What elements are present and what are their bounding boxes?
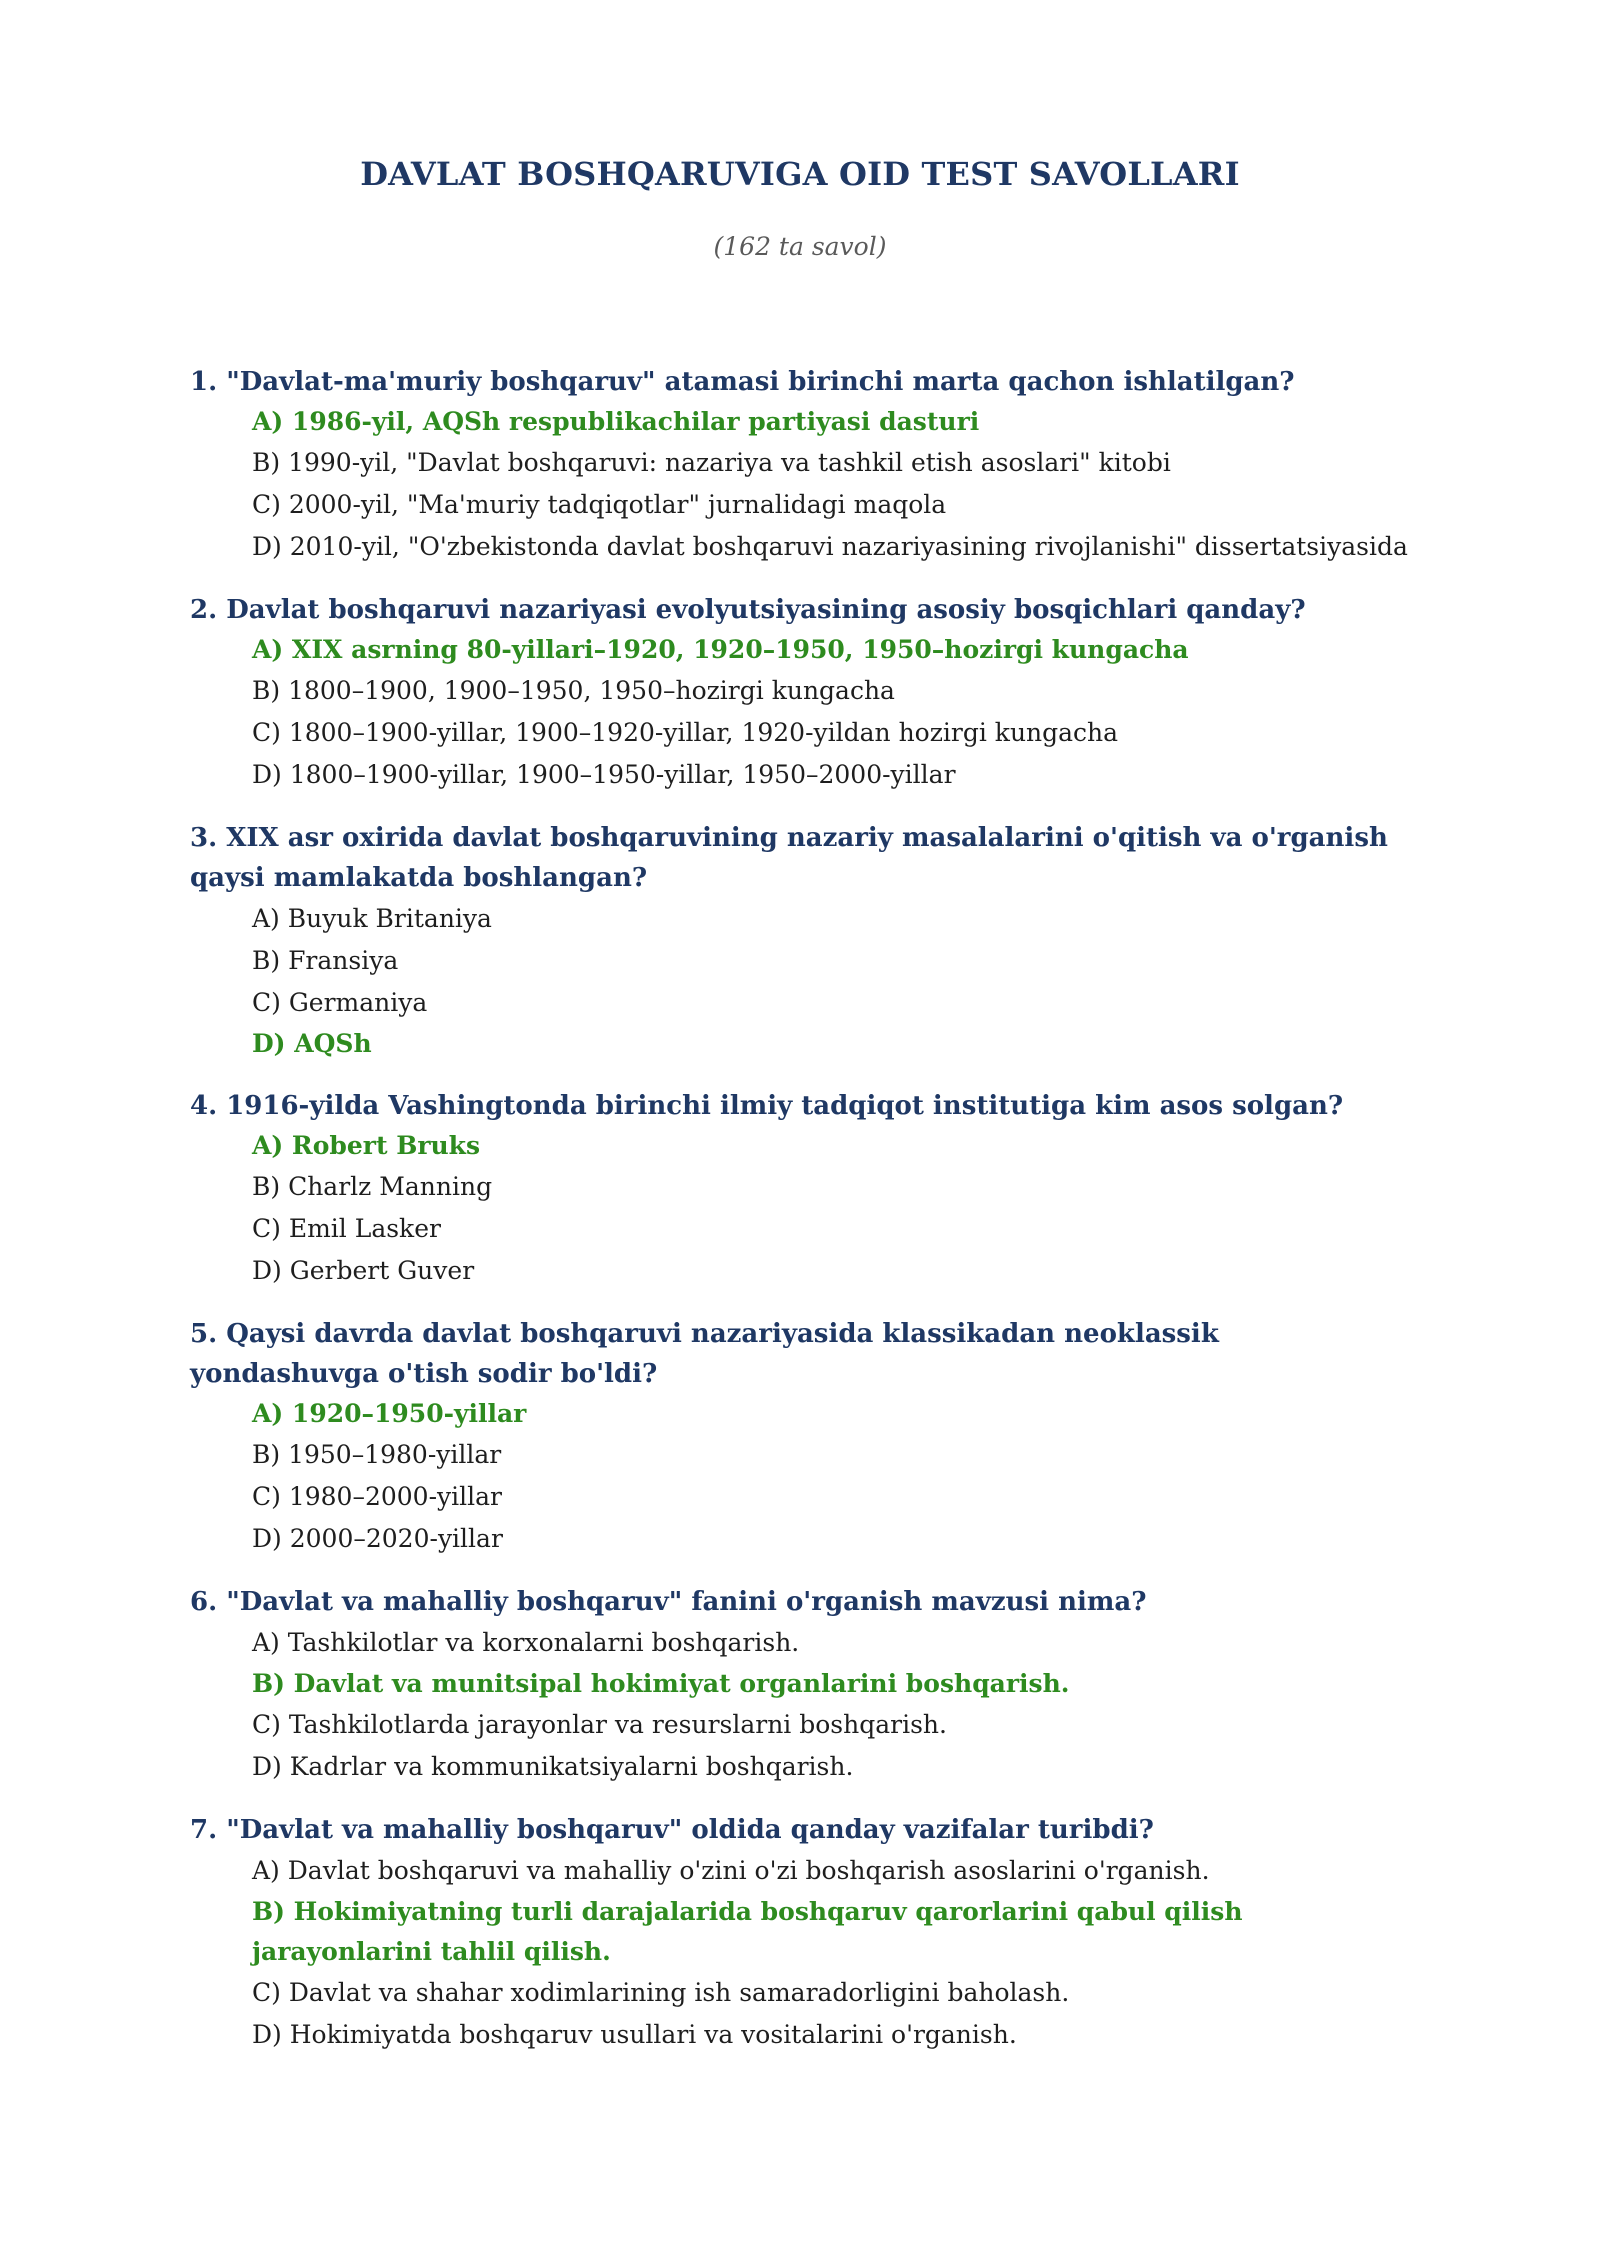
question-text: 4. 1916-yilda Vashingtonda birinchi ilmiy tadqiqot institutiga kim asos solgan?: [190, 1091, 1344, 1121]
answer-option: D) Gerbert Guver: [252, 1256, 475, 1285]
answer-options: [190, 1126, 1410, 1292]
answer-option: D) 2010-yil, "O'zbekistonda davlat boshqaruvi nazariyasining rivojlanishi" dissertatsiyasida: [252, 532, 1408, 561]
answer-option: C) 1980–2000-yillar: [252, 1482, 502, 1511]
question-text: 5. Qaysi davrda davlat boshqaruvi nazariyasida klassikadan neoklassik yondashuvga o'tish sodir bo'ldi?: [190, 1319, 1219, 1389]
correct-answer-option: D) AQSh: [252, 1029, 372, 1058]
answer-option: C) Germaniya: [252, 988, 428, 1017]
question-item: [190, 590, 1410, 796]
question-item: [190, 1810, 1410, 2056]
answer-option: C) 2000-yil, "Ma'muriy tadqiqotlar" jurnalidagi maqola: [252, 490, 947, 519]
question-item: [190, 1086, 1410, 1292]
question-item: [190, 1314, 1410, 1560]
correct-answer-option: B) Davlat va munitsipal hokimiyat organlarini boshqarish.: [252, 1669, 1070, 1698]
answer-options: [190, 402, 1410, 568]
answer-option: A) Tashkilotlar va korxonalarni boshqarish.: [252, 1628, 800, 1657]
correct-answer-option: A) 1986-yil, AQSh respublikachilar partiyasi dasturi: [252, 407, 980, 436]
question-text: 1. "Davlat-ma'muriy boshqaruv" atamasi birinchi marta qachon ishlatilgan?: [190, 367, 1295, 397]
answer-option: A) Buyuk Britaniya: [252, 904, 492, 933]
correct-answer-option: A) XIX asrning 80-yillari–1920, 1920–1950, 1950–hozirgi kungacha: [252, 635, 1189, 664]
answer-option: B) Charlz Manning: [252, 1172, 493, 1201]
answer-option: D) 1800–1900-yillar, 1900–1950-yillar, 1950–2000-yillar: [252, 760, 956, 789]
answer-option: D) Kadrlar va kommunikatsiyalarni boshqarish.: [252, 1752, 854, 1781]
answer-option: D) 2000–2020-yillar: [252, 1524, 503, 1553]
page-subtitle: (162 ta savol): [713, 232, 887, 261]
answer-option: B) 1990-yil, "Davlat boshqaruvi: nazariya va tashkil etish asoslari" kitobi: [252, 448, 1171, 477]
answer-option: C) Emil Lasker: [252, 1214, 441, 1243]
question-text: 3. XIX asr oxirida davlat boshqaruvining nazariy masalalarini o'qitish va o'rganish qaysi mamlakatda boshlangan?: [190, 823, 1388, 893]
question-list: [190, 362, 1410, 2056]
answer-options: [190, 1850, 1410, 2056]
answer-option: B) 1950–1980-yillar: [252, 1440, 502, 1469]
answer-options: [190, 898, 1410, 1064]
answer-options: [190, 1394, 1410, 1560]
answer-option: B) Fransiya: [252, 946, 399, 975]
question-text: 2. Davlat boshqaruvi nazariyasi evolyutsiyasining asosiy bosqichlari qanday?: [190, 595, 1306, 625]
question-text: 6. "Davlat va mahalliy boshqaruv" fanini o'rganish mavzusi nima?: [190, 1587, 1147, 1617]
question-text: 7. "Davlat va mahalliy boshqaruv" oldida qanday vazifalar turibdi?: [190, 1815, 1154, 1845]
answer-options: [190, 1622, 1410, 1788]
answer-option: C) Davlat va shahar xodimlarining ish samaradorligini baholash.: [252, 1978, 1070, 2007]
page-title: DAVLAT BOSHQARUVIGA OID TEST SAVOLLARI: [360, 155, 1240, 193]
answer-option: C) 1800–1900-yillar, 1900–1920-yillar, 1920-yildan hozirgi kungacha: [252, 718, 1119, 747]
answer-option: B) 1800–1900, 1900–1950, 1950–hozirgi kungacha: [252, 676, 895, 705]
question-item: [190, 818, 1410, 1064]
answer-option: C) Tashkilotlarda jarayonlar va resurslarni boshqarish.: [252, 1710, 947, 1739]
correct-answer-option: A) Robert Bruks: [252, 1131, 481, 1160]
answer-option: A) Davlat boshqaruvi va mahalliy o'zini o'zi boshqarish asoslarini o'rganish.: [252, 1856, 1210, 1885]
correct-answer-option: A) 1920–1950-yillar: [252, 1399, 527, 1428]
answer-option: D) Hokimiyatda boshqaruv usullari va vositalarini o'rganish.: [252, 2020, 1017, 2049]
correct-answer-option: B) Hokimiyatning turli darajalarida boshqaruv qarorlarini qabul qilish jarayonlarini tahlil qilish.: [252, 1897, 1243, 1966]
question-item: [190, 1582, 1410, 1788]
question-item: [190, 362, 1410, 568]
answer-options: [190, 630, 1410, 796]
